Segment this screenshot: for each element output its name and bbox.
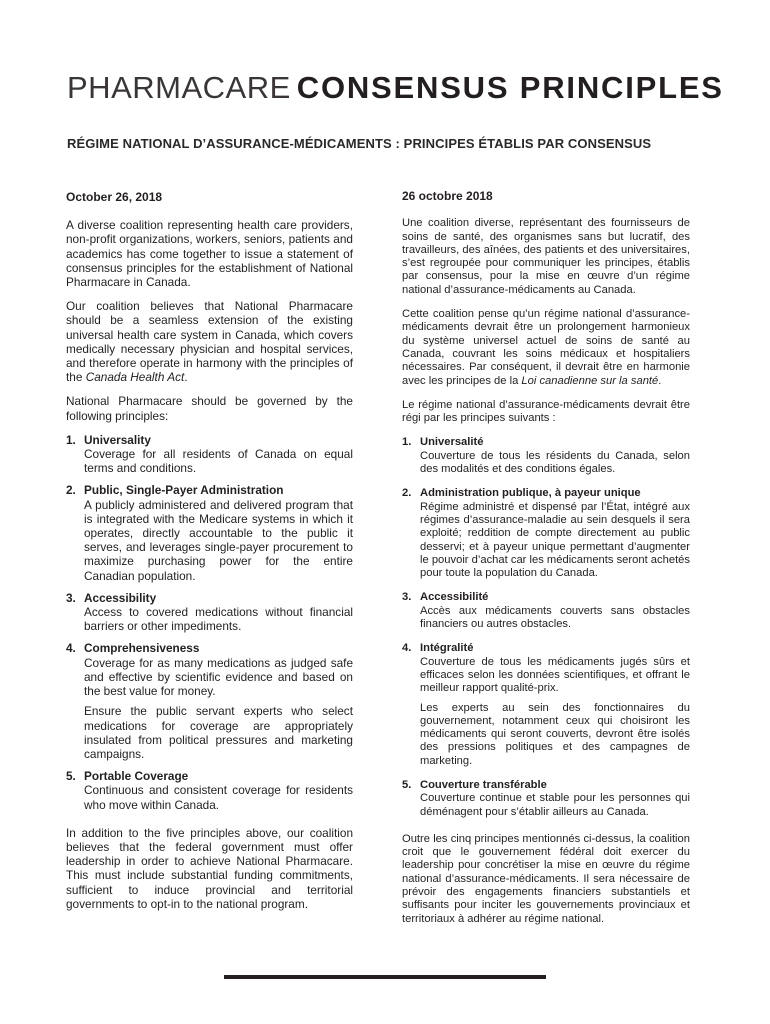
- english-closing: In addition to the five principles above, our coalition believes that the federal government must offer leadership in order to achieve National Pharmacare. This must include substantial funding commitments, sufficient to induce provincial and territorial governments to opt-in to the national program.: [66, 825, 353, 911]
- english-governed: National Pharmacare should be governed by the following principles:: [66, 394, 353, 423]
- french-date: 26 octobre 2018: [402, 189, 493, 203]
- french-act-name: Loi canadienne sur la santé: [521, 374, 659, 387]
- principle-number: 2.: [402, 487, 412, 500]
- french-belief: [402, 308, 690, 388]
- french-principle-4: [402, 642, 690, 768]
- principle-title: Universality: [84, 432, 151, 447]
- french-principle-1: [402, 436, 690, 476]
- english-principle-1: [66, 433, 353, 476]
- english-belief: [66, 299, 353, 384]
- french-column: [402, 190, 690, 937]
- principle-title: Couverture transférable: [420, 778, 547, 791]
- principle-number: 3.: [402, 591, 412, 604]
- english-belief-text: Our coalition believes that National Pharmacare should be a seamless extension of the existing universal health care system in Canada, which covers medically necessary physician and hospital services, and therefore operate in harmony with the principles of the: [66, 299, 353, 385]
- principle-number: 4.: [66, 641, 76, 656]
- principle-number: 5.: [66, 769, 76, 784]
- english-intro: A diverse coalition representing health care providers, non-profit organizations, workers, seniors, patients and academics has come together to issue a statement of consensus principles for the establishment of National Pharmacare in Canada.: [66, 218, 353, 290]
- french-principles-list: [402, 436, 690, 818]
- principle-extra: Les experts au sein des fonctionnaires du gouvernement, notamment ceux qui choisiront les médicaments qui seront couverts, devront être isolés des pressions politiques et des campagnes de marketing.: [420, 701, 690, 767]
- principle-number: 1.: [66, 432, 76, 447]
- principle-number: 1.: [402, 436, 412, 449]
- english-principle-5: [66, 769, 353, 812]
- french-intro: Une coalition diverse, représentant des fournisseurs de soins de santé, des organismes sans but lucratif, des travailleurs, des aînées, des patients et des universitaires, s’est regroupée pour communiquer les principes, établis par consensus, pour la mise en œuvre d’un régime national d’assurance-médicaments au Canada.: [402, 217, 690, 296]
- principle-number: 2.: [66, 483, 76, 498]
- principle-title: Comprehensiveness: [84, 641, 200, 656]
- footer-divider: [224, 975, 546, 979]
- principle-description: Coverage for all residents of Canada on equal terms and conditions.: [84, 447, 353, 476]
- principle-title: Accessibilité: [420, 591, 489, 604]
- english-principle-2: [66, 483, 353, 582]
- principle-title: Intégralité: [420, 642, 474, 655]
- document-title: [67, 70, 724, 106]
- french-principle-2: [402, 487, 690, 580]
- principle-description: Continuous and consistent coverage for residents who move within Canada.: [84, 783, 353, 812]
- principle-extra: Ensure the public servant experts who select medications for coverage are appropriately insulated from political pressures and marketing campaigns.: [84, 704, 353, 761]
- principle-number: 4.: [402, 642, 412, 655]
- principle-title: Universalité: [420, 436, 484, 449]
- principle-title: Portable Coverage: [84, 769, 189, 784]
- principle-number: 3.: [66, 590, 76, 605]
- principle-number: 5.: [402, 778, 412, 791]
- french-belief-end: .: [658, 374, 662, 387]
- principle-description: Access to covered medications without financial barriers or other impediments.: [84, 605, 353, 634]
- french-principle-3: [402, 591, 690, 631]
- principle-description: A publicly administered and delivered program that is integrated with the Medicare systems in which it operates, directly accountable to the public it serves, and leverages single-payer procurement to maximize purchasing power for the entire Canadian population.: [84, 497, 353, 583]
- english-principles-list: [66, 433, 353, 812]
- french-principle-5: [402, 779, 690, 819]
- english-principle-4: [66, 641, 353, 761]
- english-principle-3: [66, 591, 353, 634]
- principle-description: Régime administré et dispensé par l’État, intégré aux régimes d’assurance-maladie au sein desquels il sera exploité; reddition de compte directement au public desservi; et à payeur unique permettant d’augmenter le pouvoir d’achat car les médicaments seront achetés pour toute la population du Canada.: [420, 500, 690, 580]
- english-column: [66, 190, 353, 921]
- principle-description: Couverture de tous les médicaments jugés sûrs et efficaces selon les données scientifiques, et offrant le meilleur rapport qualité-prix.: [420, 655, 690, 695]
- principle-description: Couverture continue et stable pour les personnes qui déménagent pour s’établir ailleurs au Canada.: [420, 792, 690, 818]
- subtitle-bold: PRINCIPES ÉTABLIS PAR CONSENSUS: [403, 136, 652, 151]
- principle-title: Accessibility: [84, 590, 157, 605]
- title-light: PHARMACARE: [67, 70, 291, 105]
- english-date: October 26, 2018: [66, 190, 163, 204]
- french-governed: Le régime national d’assurance-médicaments devrait être régi par les principes suivants :: [402, 398, 690, 425]
- principle-description: Couverture de tous les résidents du Canada, selon des modalités et des conditions égales.: [420, 449, 690, 476]
- principle-description: Accès aux médicaments couverts sans obstacles financiers ou autres obstacles.: [420, 604, 690, 631]
- document-subtitle: [67, 136, 651, 151]
- subtitle-light: RÉGIME NATIONAL D’ASSURANCE-MÉDICAMENTS :: [67, 136, 400, 151]
- principle-title: Administration publique, à payeur unique: [420, 487, 641, 500]
- english-act-name: Canada Health Act: [85, 370, 185, 385]
- title-bold: CONSENSUS PRINCIPLES: [296, 70, 724, 105]
- english-belief-end: .: [184, 370, 188, 385]
- french-closing: Outre les cinq principes mentionnés ci-dessus, la coalition croit que le gouvernement fédéral doit exercer du leadership pour concrétiser la mise en œuvre du régime national d’assurance-médicaments. Il sera nécessaire de prévoir des engagements financiers substantiels et suffisants pour inciter les gouvernements provinciaux et territoriaux à adhérer au régime national.: [402, 832, 690, 925]
- principle-title: Public, Single-Payer Administration: [84, 483, 284, 498]
- french-belief-text: Cette coalition pense qu’un régime national d’assurance-médicaments devrait être un prolongement harmonieux du système universel actuel de soins de santé au Canada, couvrant les soins médicaux et hospitaliers nécessaires. Par conséquent, il devrait être en harmonie avec les principes de la: [402, 308, 690, 387]
- principle-description: Coverage for as many medications as judged safe and effective by scientific evidence and based on the best value for money.: [84, 655, 353, 699]
